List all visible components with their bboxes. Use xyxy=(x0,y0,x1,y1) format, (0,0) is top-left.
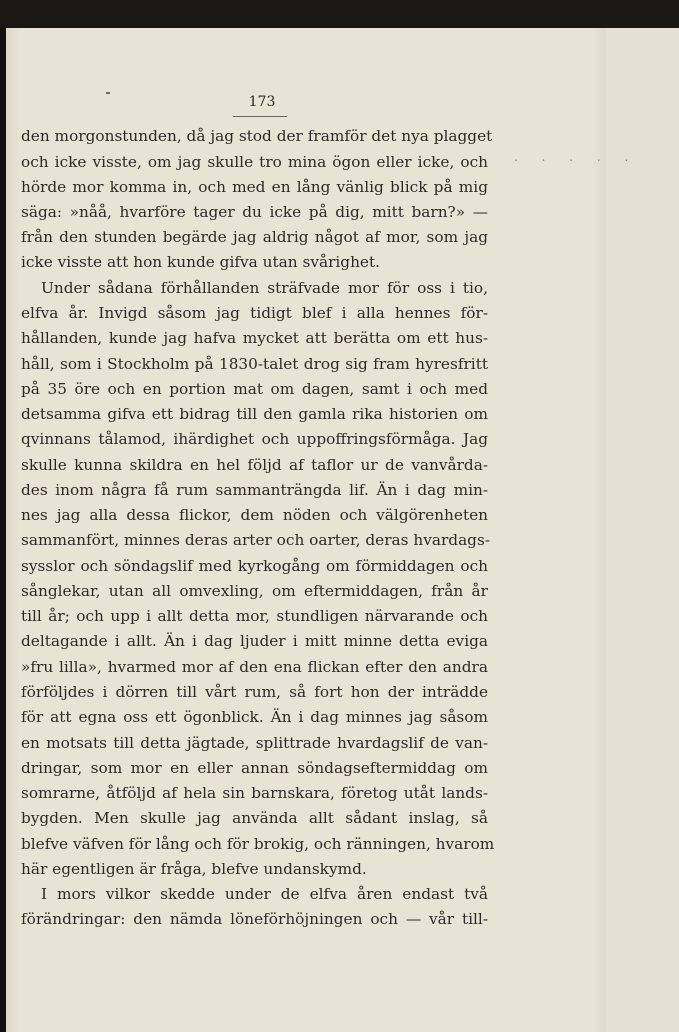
text-line: den morgonstunden, då jag stod der framför det nya plagget xyxy=(21,127,493,145)
text-line: hörde mor komma in, och med en lång vänlig blick på mig xyxy=(21,178,488,196)
text-line: sånglekar, utan all omvexling, om eftermiddagen, från år xyxy=(21,582,488,600)
text-line: deltagande i allt. Än i dag ljuder i mitt minne detta eviga xyxy=(21,632,488,650)
text-line: detsamma gifva ett bidrag till den gamla rika historien om xyxy=(21,405,488,423)
text-line: håll, som i Stockholm på 1830-talet drog sig fram hyresfritt xyxy=(21,355,488,373)
text-line: från den stunden begärde jag aldrig något af mor, som jag xyxy=(21,228,488,246)
text-line: här egentligen är fråga, blefve undanskymd. xyxy=(21,860,367,878)
text-line: des inom några få rum sammanträngda lif. Än i dag min- xyxy=(21,481,488,499)
text-line: säga: »nåå, hvarföre tager du icke på dig, mitt barn?» — xyxy=(21,203,488,221)
text-line: skulle kunna skildra en hel följd af taflor ur de vanvårda- xyxy=(21,456,488,474)
text-line: och icke visste, om jag skulle tro mina ögon eller icke, och xyxy=(21,153,488,171)
text-line: qvinnans tålamod, ihärdighet och uppoffringsförmåga. Jag xyxy=(21,430,488,448)
text-line: somrarne, åtföljd af hela sin barnskara, företog utåt lands- xyxy=(21,784,488,802)
text-line: elfva år. Invigd såsom jag tidigt blef i alla hennes för- xyxy=(21,304,488,322)
text-line: förföljdes i dörren till vårt rum, så fort hon der inträdde xyxy=(21,683,488,701)
text-line: hållanden, kunde jag hafva mycket att berätta om ett hus- xyxy=(21,329,488,347)
margin-dots: . . . . . xyxy=(514,150,639,164)
page-number: 173 xyxy=(248,94,276,110)
text-line: sysslor och söndagslif med kyrkogång om förmiddagen och xyxy=(21,557,488,575)
text-line: icke visste att hon kunde gifva utan svårighet. xyxy=(21,253,380,271)
text-line: förändringar: den nämda löneförhöjningen och — vår till- xyxy=(21,910,488,928)
text-line: dringar, som mor en eller annan söndagseftermiddag om xyxy=(21,759,488,777)
text-line: sammanfört, minnes deras arter och oarter, deras hvardags- xyxy=(21,531,490,549)
text-line: I mors vilkor skedde under de elfva åren endast två xyxy=(41,885,488,903)
text-line: bygden. Men skulle jag använda allt sådant inslag, så xyxy=(21,809,488,827)
text-line: Under sådana förhållanden sträfvade mor för oss i tio, xyxy=(41,279,488,297)
text-line: för att egna oss ett ögonblick. Än i dag minnes jag såsom xyxy=(21,708,488,726)
text-line: »fru lilla», hvarmed mor af den ena flickan efter den andra xyxy=(21,658,488,676)
text-line: nes jag alla dessa flickor, dem nöden och välgörenheten xyxy=(21,506,488,524)
text-line: en motsats till detta jägtade, splittrade hvardagslif de van- xyxy=(21,734,488,752)
text-line: till år; och upp i allt detta mor, stundligen närvarande och xyxy=(21,607,488,625)
text-line: blefve väfven för lång och för brokig, och ränningen, hvarom xyxy=(21,835,495,853)
text-line: på 35 öre och en portion mat om dagen, samt i och med xyxy=(21,380,488,398)
